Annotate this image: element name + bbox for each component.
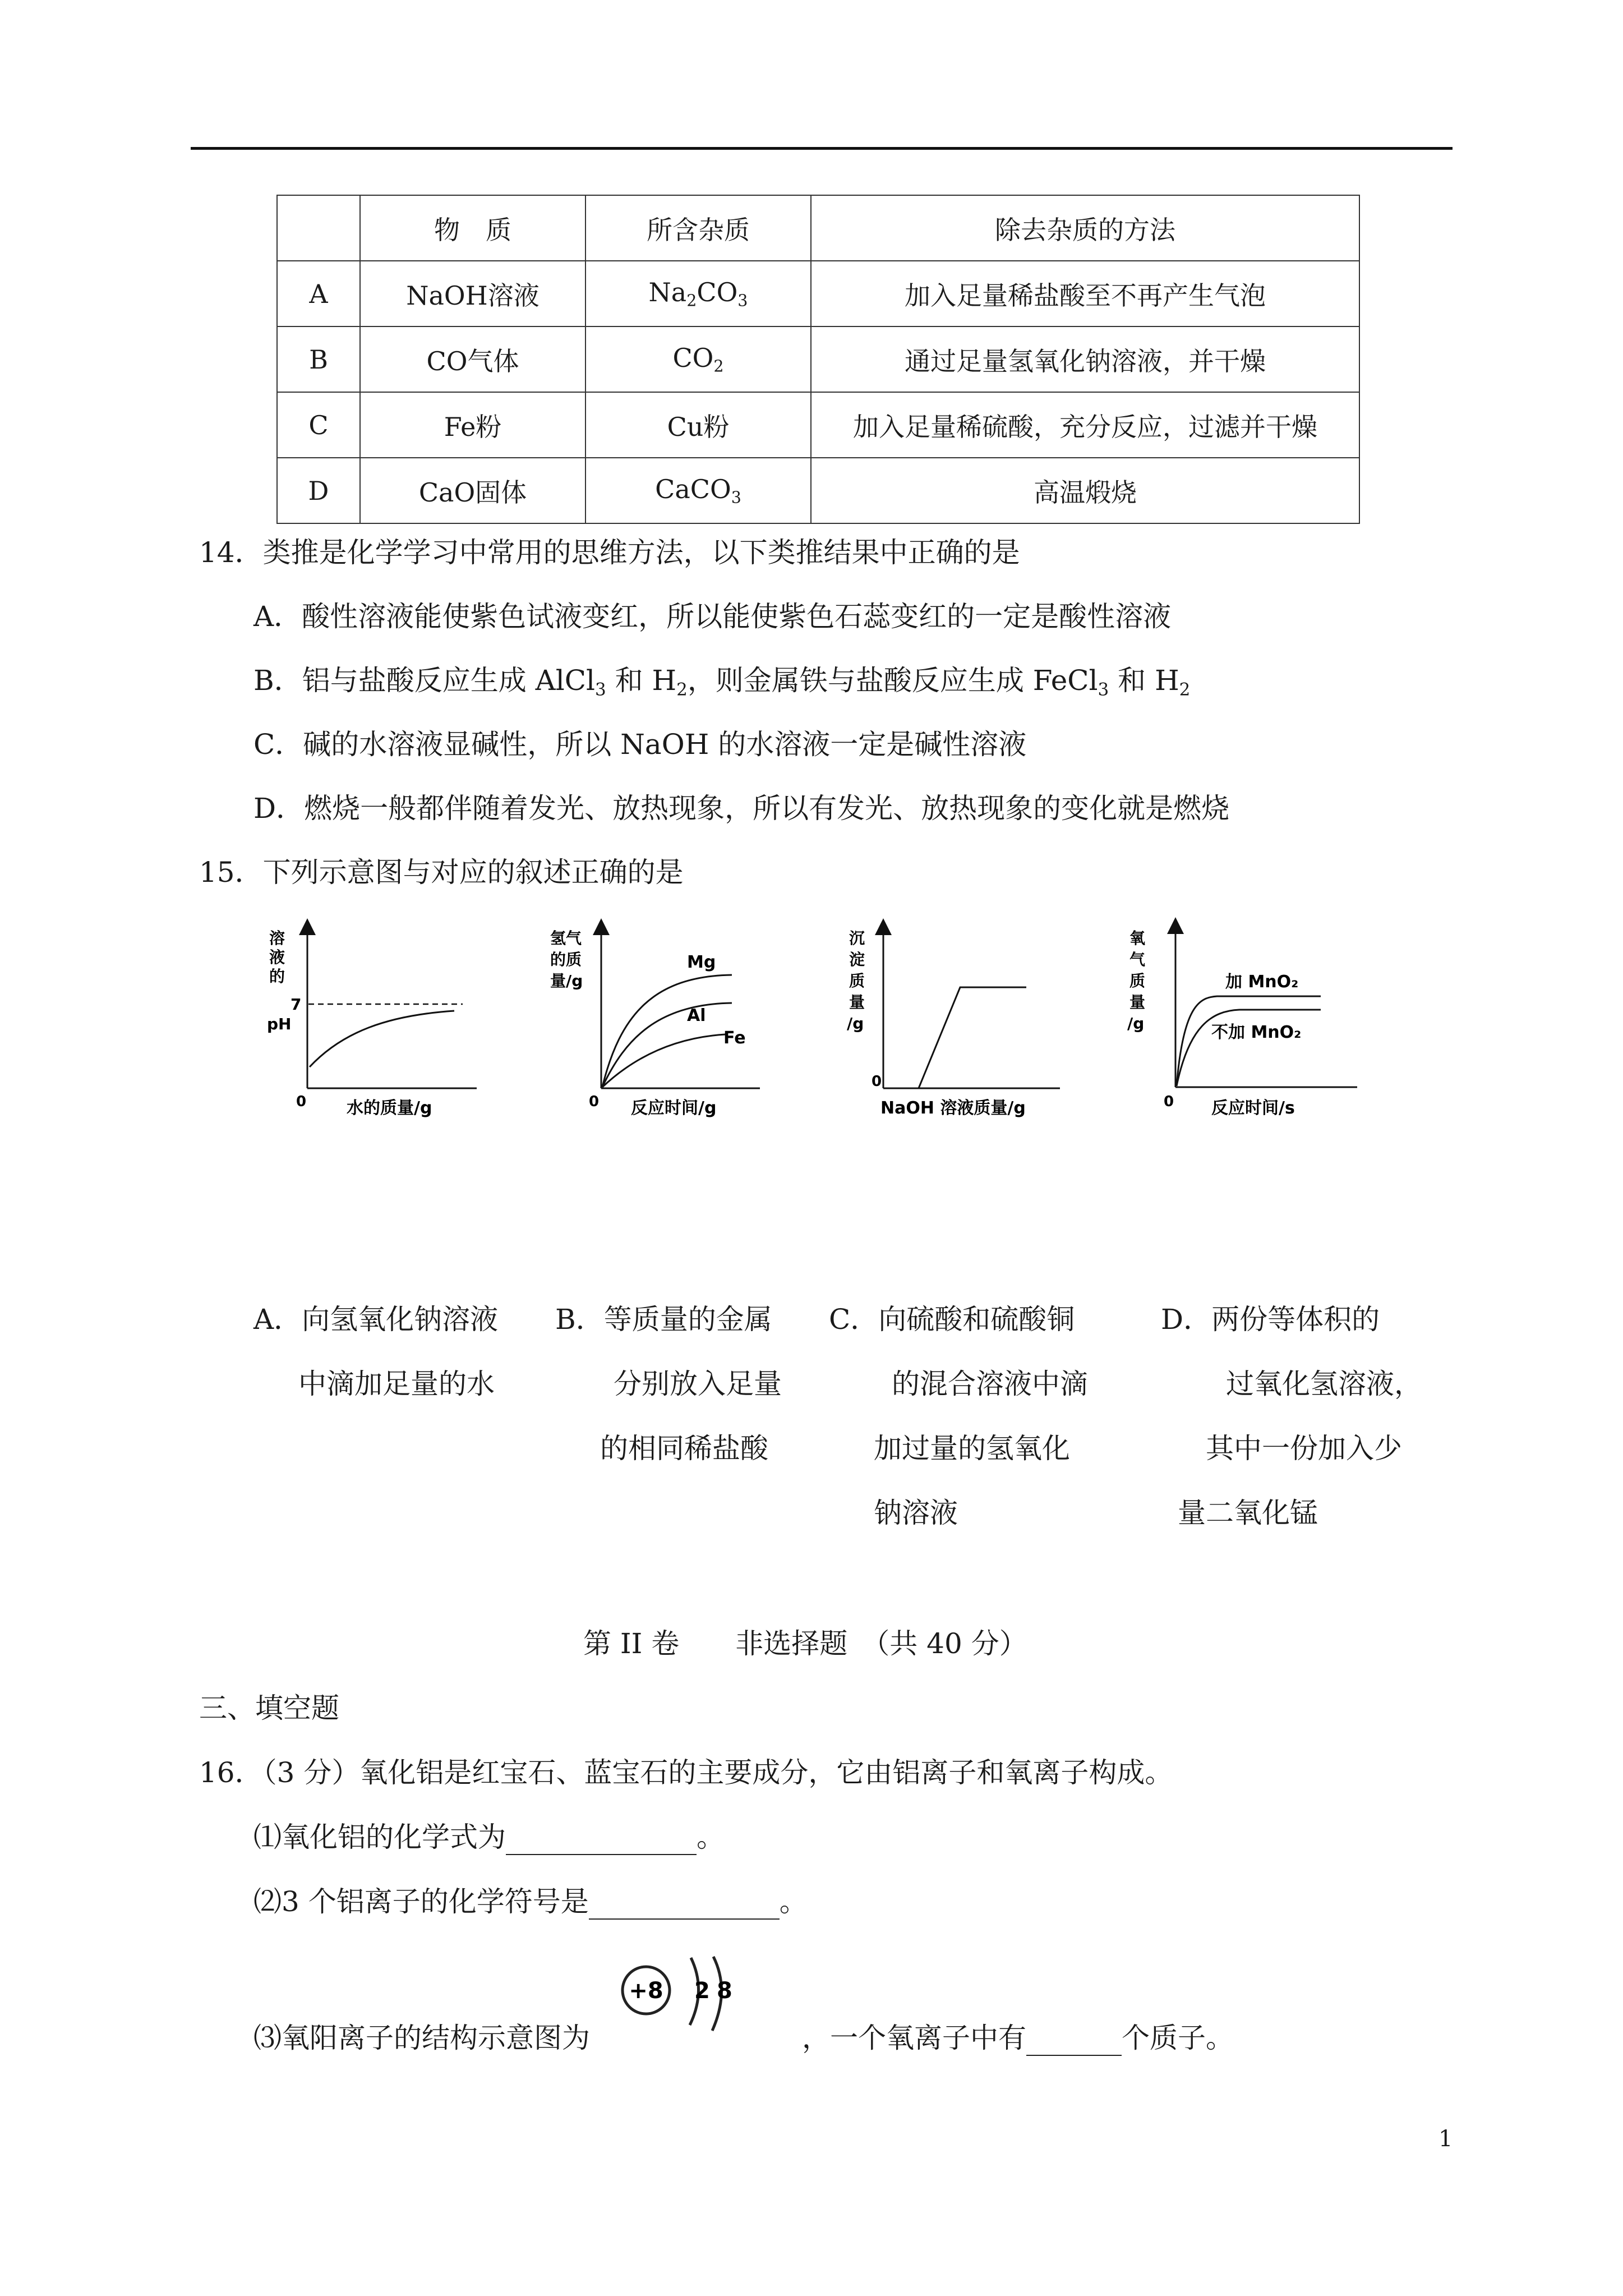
graph-c — [836, 920, 1071, 1130]
answer-blank[interactable] — [506, 1820, 697, 1855]
substance-cell: CO气体 — [360, 326, 585, 392]
y-label-line: 液 — [269, 948, 285, 967]
curve-label-without-mno2: 不加 MnO₂ — [1211, 1023, 1302, 1042]
q16-stem: 16．（3 分）氧化铝是红宝石、蓝宝石的主要成分，它由铝离子和氧离子构成。 — [199, 1756, 1173, 1789]
table-row — [277, 326, 1359, 392]
q15-answer-c: C．向硫酸和硫酸铜 的混合溶液中滴 加过量的氢氧化 钠溶液 — [829, 1303, 1088, 1529]
table-header-row — [277, 195, 1359, 261]
impurity-cell: CaCO$_3$ — [585, 458, 811, 523]
y-label-line: 氧 — [1129, 929, 1146, 947]
q15-answer-a: A．向氢氧化钠溶液 中滴加足量的水 — [253, 1303, 499, 1400]
q15-answer-d: D．两份等体积的 过氧化氢溶液， 其中一份加入少 量二氧化锰 — [1161, 1303, 1422, 1529]
y-label-line: 的 — [269, 967, 285, 986]
ion-structure-diagram — [611, 1947, 757, 2061]
table-header-cell: 物 质 — [360, 195, 585, 261]
answer-blank[interactable] — [589, 1885, 780, 1920]
graph-d — [1127, 920, 1363, 1130]
page-number: 1 — [1438, 2126, 1453, 2152]
x-axis-label: NaOH 溶液质量/g — [880, 1098, 1026, 1118]
curve-label-with-mno2: 加 MnO₂ — [1225, 972, 1299, 992]
q14-option-a: A．酸性溶液能使紫色试液变红，所以能使紫色石蕊变红的一定是酸性溶液 — [253, 600, 1172, 633]
nucleus-charge: +8 — [629, 1978, 663, 2004]
table-row — [277, 392, 1359, 458]
origin-label: 0 — [1164, 1093, 1174, 1110]
table-row — [277, 458, 1359, 523]
graph-b — [547, 920, 771, 1130]
curve-label-mg: Mg — [687, 953, 716, 972]
origin-label: 0 — [296, 1093, 307, 1110]
y-label-line: 的质 — [550, 950, 582, 969]
graph-a — [264, 920, 488, 1130]
method-cell: 通过足量氢氧化钠溶液，并干燥 — [811, 326, 1359, 392]
q14-option-b: B．铝与盐酸反应生成 AlCl$_3$ 和 $H_2$，则金属铁与盐酸反应生成 FeCl$_3$ 和 $H_2$ — [253, 664, 1191, 700]
section-heading: 三、填空题 — [199, 1692, 339, 1724]
substance-cell: Fe粉 — [360, 392, 585, 458]
y-label-line: 沉 — [849, 929, 865, 947]
row-label: B — [277, 326, 360, 392]
header-rule — [191, 147, 1453, 150]
y-label-line: 量 — [1129, 993, 1146, 1011]
answer-blank[interactable] — [1026, 2021, 1122, 2056]
table-header-cell: 除去杂质的方法 — [811, 195, 1359, 261]
q14-option-c: C．碱的水溶液显碱性，所以 NaOH 的水溶液一定是碱性溶液 — [253, 728, 1027, 761]
curve-label-al: Al — [687, 1006, 706, 1025]
method-cell: 加入足量稀硫酸，充分反应，过滤并干燥 — [811, 392, 1359, 458]
y-label-line: 量/g — [550, 972, 583, 990]
x-axis-label: 水的质量/g — [347, 1098, 432, 1118]
table-header-cell — [277, 195, 360, 261]
q16-part-2: ⑵3 个铝离子的化学符号是 。 — [253, 1885, 808, 1920]
q15-stem: 15．下列示意图与对应的叙述正确的是 — [199, 856, 684, 889]
shell-electrons-1: 2 — [694, 1978, 710, 2004]
x-axis-label: 反应时间/g — [631, 1098, 717, 1118]
row-label: C — [277, 392, 360, 458]
y-label-line: 淀 — [849, 950, 865, 969]
section-title: 第 II 卷 非选择题 （共 40 分） — [583, 1627, 1027, 1660]
substance-cell: CaO固体 — [360, 458, 585, 523]
method-cell: 高温煅烧 — [811, 458, 1359, 523]
substance-cell: NaOH溶液 — [360, 261, 585, 326]
shell-electrons-2: 8 — [717, 1978, 732, 2004]
impurity-cell: $CO_2$ — [585, 326, 811, 392]
table-row — [277, 261, 1359, 326]
method-cell: 加入足量稀盐酸至不再产生气泡 — [811, 261, 1359, 326]
origin-label: 0 — [589, 1093, 600, 1110]
q16-part-1: ⑴氧化铝的化学式为 。 — [253, 1820, 725, 1855]
impurity-cell: $Na_2CO_3$ — [585, 261, 811, 326]
y-label-line: 氢气 — [550, 929, 582, 947]
q14-option-d: D．燃烧一般都伴随着发光、放热现象，所以有发光、放热现象的变化就是燃烧 — [253, 792, 1230, 825]
y-label-line: 溶 — [269, 929, 285, 947]
y-label-line: pH — [267, 1015, 292, 1033]
table-header-cell: 所含杂质 — [585, 195, 811, 261]
y-label-line: /g — [847, 1014, 864, 1033]
q14-stem: 14．类推是化学学习中常用的思维方法，以下类推结果中正确的是 — [199, 536, 1020, 569]
row-label: A — [277, 261, 360, 326]
impurity-cell: Cu粉 — [585, 392, 811, 458]
row-label: D — [277, 458, 360, 523]
y-label-line: 气 — [1129, 950, 1146, 969]
ref-tick-label: 7 — [291, 995, 302, 1014]
y-label-line: 质 — [849, 972, 865, 990]
q16-part-3: ⑶氧阳离子的结构示意图为 ，一个氧离子中有 个质子。 — [253, 2021, 1234, 2056]
q15-answer-b: B．等质量的金属 分别放入足量 的相同稀盐酸 — [555, 1303, 782, 1465]
origin-label: 0 — [872, 1073, 882, 1090]
y-label-line: 量 — [849, 993, 865, 1011]
y-label-line: /g — [1127, 1014, 1145, 1033]
curve-label-fe: Fe — [723, 1028, 746, 1048]
x-axis-label: 反应时间/s — [1211, 1098, 1295, 1118]
y-label-line: 质 — [1129, 972, 1146, 990]
impurity-table — [276, 195, 1360, 524]
